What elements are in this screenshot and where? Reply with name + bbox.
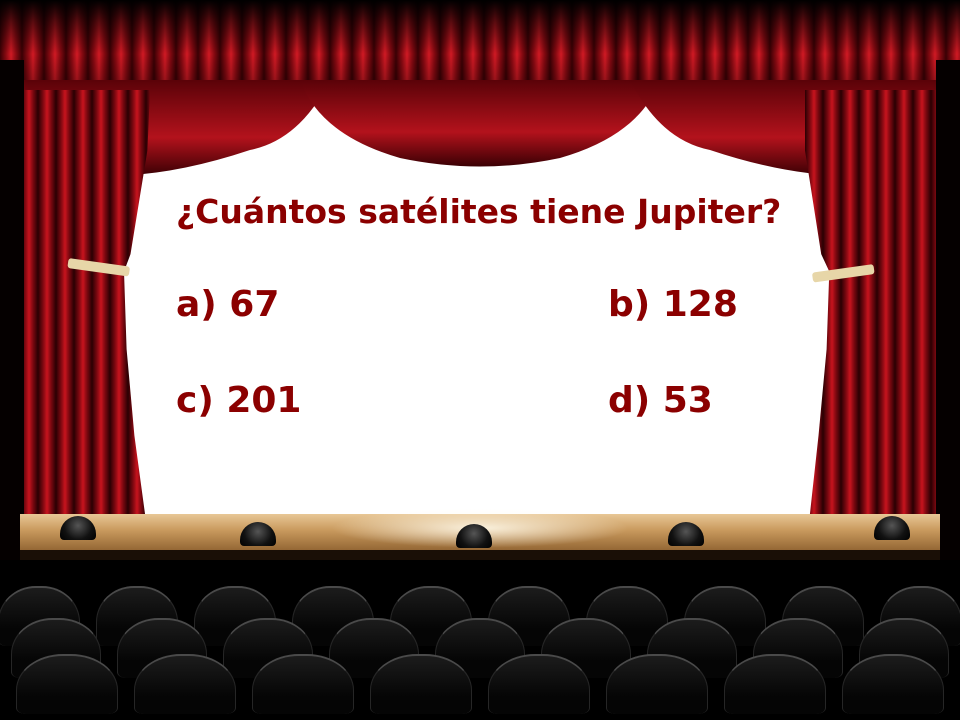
stage-edge — [20, 550, 940, 560]
top-curtain-shade — [0, 0, 960, 90]
answer-option-c[interactable]: c) 201 — [176, 380, 302, 421]
left-wing-shadow — [0, 60, 24, 560]
seat — [724, 654, 826, 714]
seat — [134, 654, 236, 714]
audience-seats — [0, 560, 960, 720]
seat — [252, 654, 354, 714]
seat — [842, 654, 944, 714]
seat — [606, 654, 708, 714]
right-wing-shadow — [936, 60, 960, 560]
seat — [488, 654, 590, 714]
seat — [370, 654, 472, 714]
answer-option-b[interactable]: b) 128 — [608, 284, 738, 325]
answer-option-d[interactable]: d) 53 — [608, 380, 713, 421]
answer-option-a[interactable]: a) 67 — [176, 284, 280, 325]
seat — [16, 654, 118, 714]
valance-swag-center — [300, 80, 660, 167]
seat-row — [0, 654, 960, 714]
quiz-question: ¿Cuántos satélites tiene Jupiter? — [176, 192, 782, 231]
